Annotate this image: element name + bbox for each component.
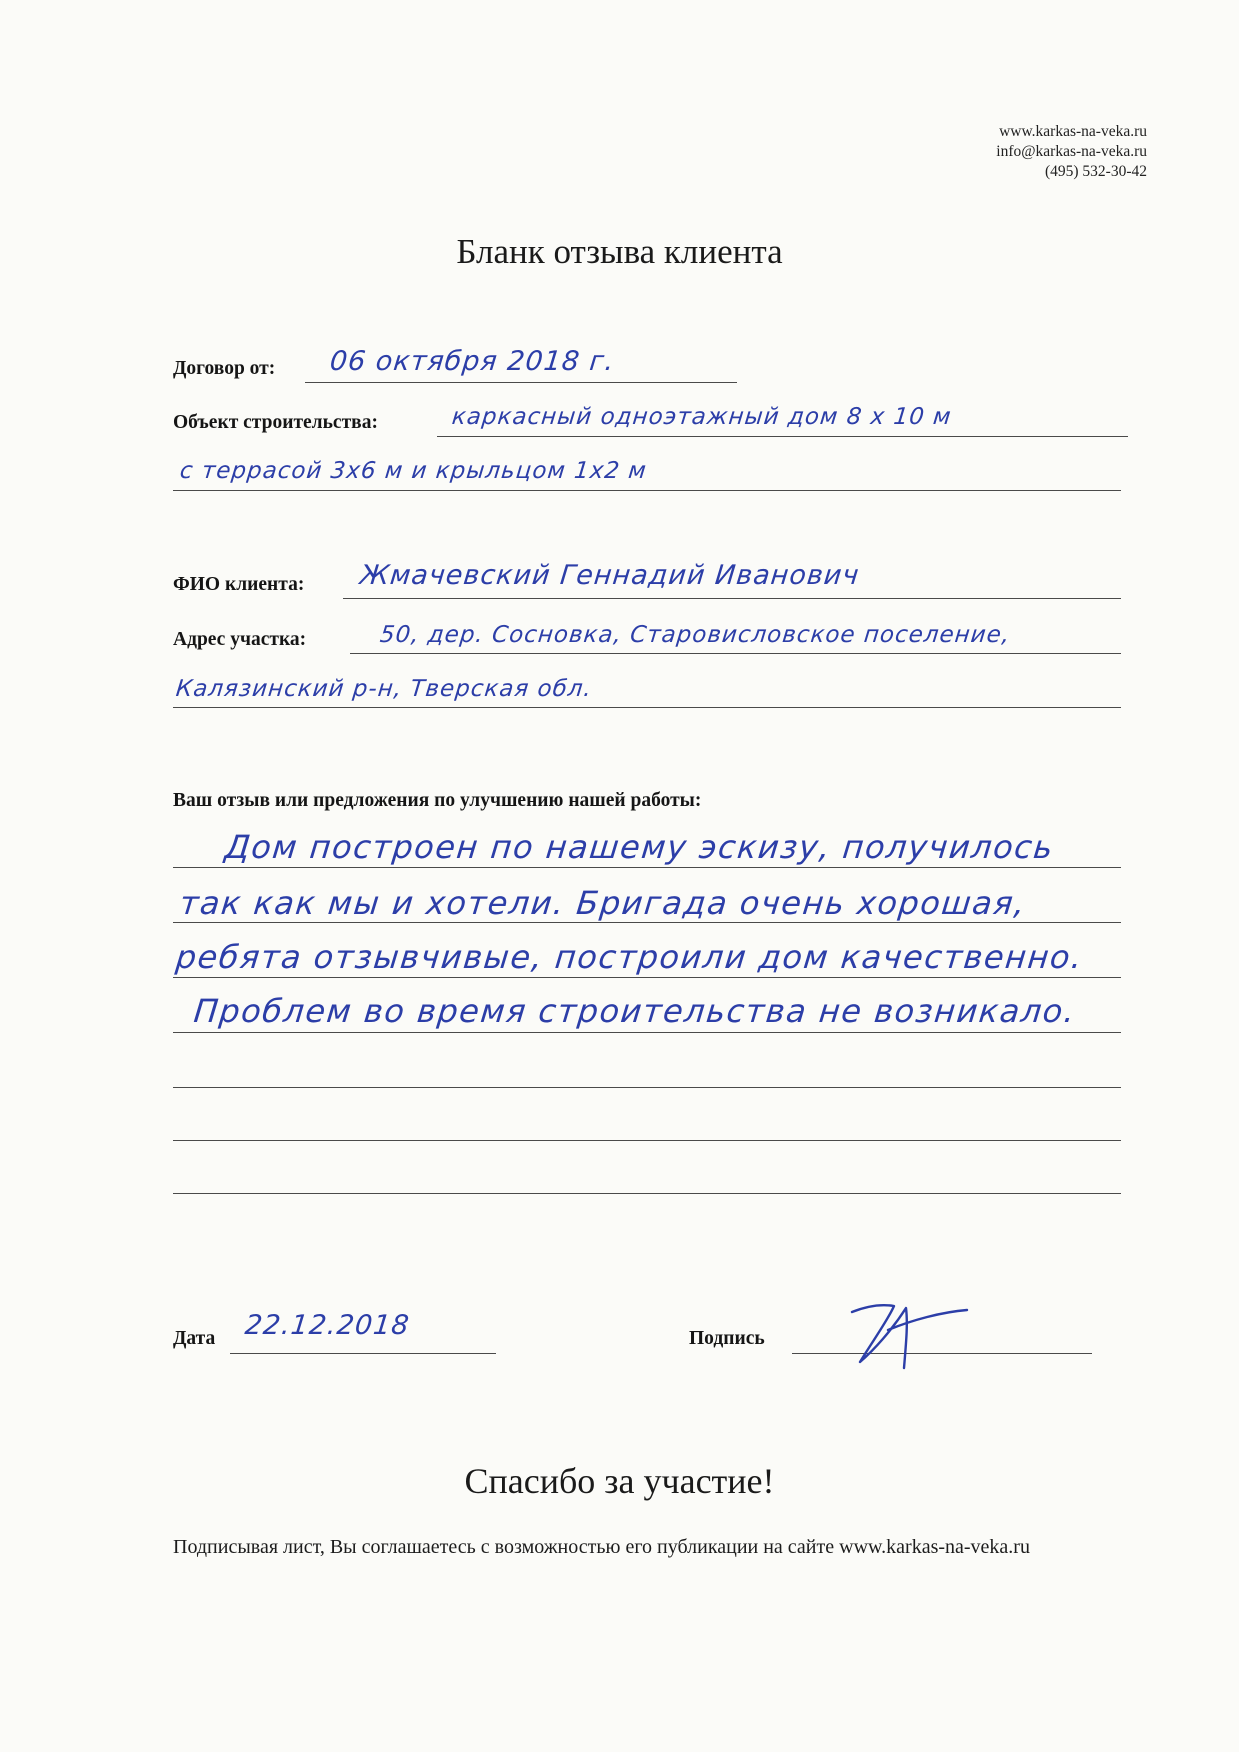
object-value-line1: каркасный одноэтажный дом 8 х 10 м [450, 404, 953, 430]
consent-text: Подписывая лист, Вы соглашаетесь с возможностью его публикации на сайте www.karkas-na-veka.ru [173, 1536, 1030, 1558]
date-value: 22.12.2018 [243, 1310, 412, 1341]
address-value-line1: 50, дер. Сосновка, Старовисловское поселение, [378, 622, 1012, 648]
object-line-1 [437, 436, 1128, 437]
website-text: www.karkas-na-veka.ru [999, 123, 1147, 140]
feedback-line-2 [173, 922, 1121, 923]
object-line-2 [173, 490, 1121, 491]
signature-image [822, 1290, 982, 1380]
address-line-1 [350, 653, 1121, 654]
client-value: Жмачевский Геннадий Иванович [358, 560, 862, 591]
object-label: Объект строительства: [173, 412, 378, 433]
address-value-line2: Калязинский р-н, Тверская обл. [174, 676, 594, 702]
date-label: Дата [173, 1328, 216, 1349]
contract-label: Договор от: [173, 358, 276, 379]
feedback-text-line3: ребята отзывчивые, построили дом качественно. [174, 938, 1085, 976]
phone-text: (495) 532-30-42 [1044, 163, 1147, 180]
form-title: Бланк отзыва клиента [456, 232, 783, 271]
feedback-text-line4: Проблем во время строительства не возникало. [192, 992, 1078, 1030]
thanks-heading: Спасибо за участие! [464, 1461, 775, 1501]
contract-line [305, 382, 737, 383]
feedback-line-7 [173, 1193, 1121, 1194]
feedback-line-1 [173, 867, 1121, 868]
feedback-line-3 [173, 977, 1121, 978]
signature-label: Подпись [689, 1328, 765, 1349]
contract-value: 06 октября 2018 г. [328, 346, 617, 377]
object-value-line2: с террасой 3х6 м и крыльцом 1х2 м [178, 458, 649, 484]
feedback-line-6 [173, 1140, 1121, 1141]
client-line [343, 598, 1121, 599]
address-line-2 [173, 707, 1121, 708]
contacts-block [996, 122, 1147, 182]
feedback-label: Ваш отзыв или предложения по улучшению нашей работы: [173, 790, 702, 811]
email-text: info@karkas-na-veka.ru [996, 143, 1147, 160]
date-line [230, 1353, 496, 1354]
client-label: ФИО клиента: [173, 574, 305, 595]
feedback-line-5 [173, 1087, 1121, 1088]
feedback-text-line2: так как мы и хотели. Бригада очень хорошая, [178, 884, 1028, 922]
address-label: Адрес участка: [173, 629, 307, 650]
feedback-line-4 [173, 1032, 1121, 1033]
feedback-text-line1: Дом построен по нашему эскизу, получилось [223, 828, 1056, 866]
